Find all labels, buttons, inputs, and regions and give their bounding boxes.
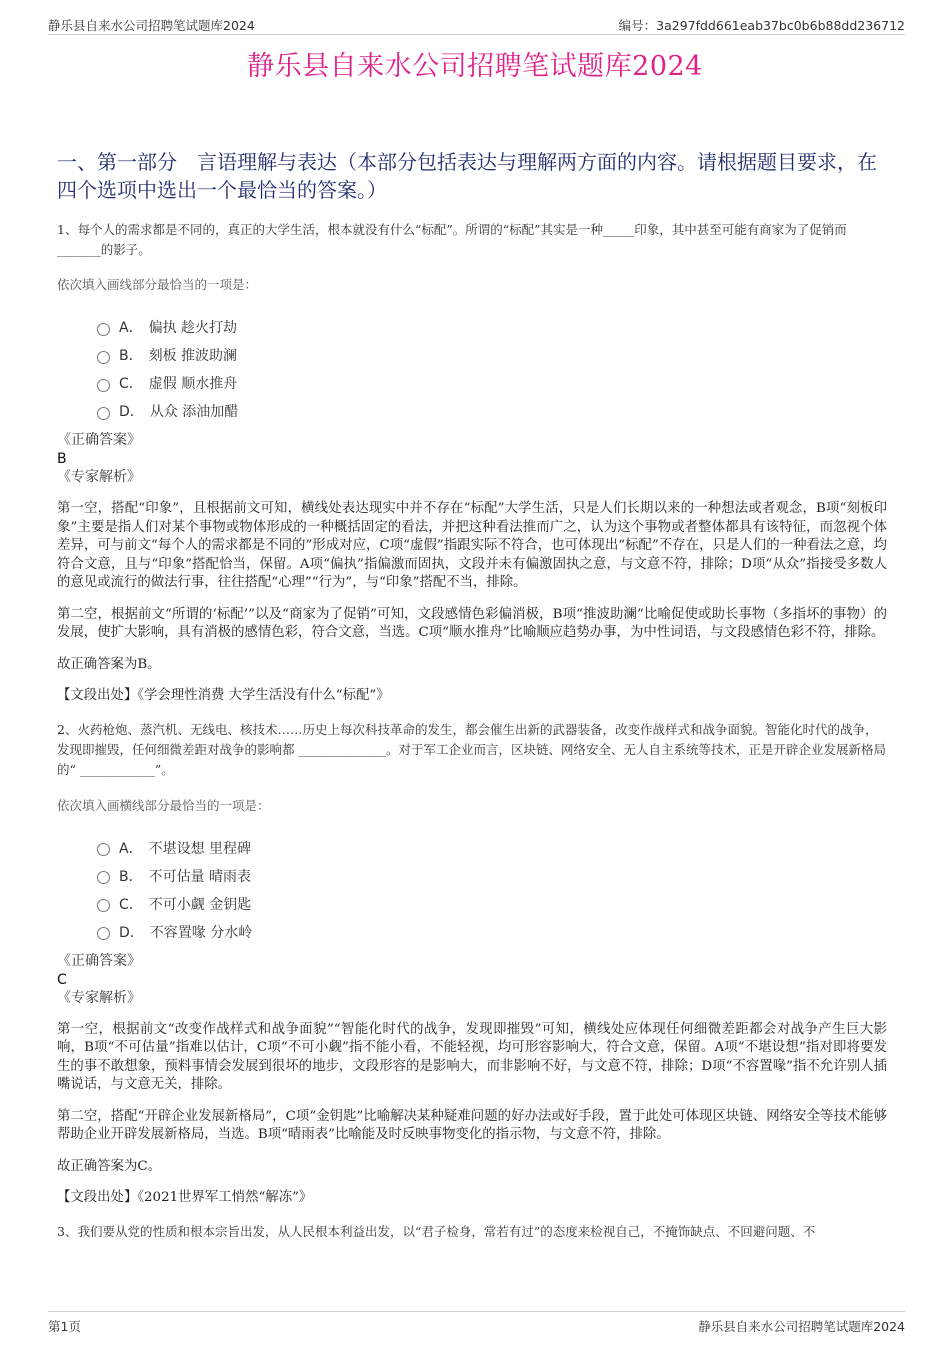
question-2-option-c[interactable]: C． 不可小觑 金钥匙 (97, 890, 887, 918)
question-1-analysis-p2: 第二空，根据前文“所谓的‘标配’”以及“商家为了促销”可知，文段感情色彩偏消极，B项“推波助澜”比喻促使或助长事物（多指坏的事物）的发展，使扩大影响，具有消极的感情色彩，符合文意，当选。C项“顺水推舟”比喻顺应趋势办事，为中性词语，与文段感情色彩不符，排除。 (57, 606, 887, 640)
question-1-prompt: 依次填入画线部分最恰当的一项是： (57, 277, 258, 292)
question-content (57, 220, 887, 1242)
footer-doc-title: 静乐县自来水公司招聘笔试题库2024 (698, 1319, 905, 1334)
question-2-option-a[interactable]: A． 不堪设想 里程碑 (97, 834, 887, 862)
question-2-option-b[interactable]: B． 不可估量 晴雨表 (97, 862, 887, 890)
radio-icon[interactable] (97, 927, 110, 940)
question-1-stem: 1、每个人的需求都是不同的，真正的大学生活，根本就没有什么“标配”。所谓的“标配”其实是一种_____印象，其中甚至可能有商家为了促销而_______的影子。 (57, 222, 847, 257)
question-2-answer: C (57, 971, 67, 988)
section-heading: 一、第一部分 言语理解与表达（本部分包括表达与理解两方面的内容。请根据题目要求，在四个选项中选出一个最恰当的答案。） (57, 150, 877, 202)
question-2-options (57, 834, 887, 946)
question-1-analysis-tag: 《专家解析》 (57, 469, 141, 485)
radio-icon[interactable] (97, 323, 110, 336)
question-1-options (57, 313, 887, 425)
question-1-conclusion: 故正确答案为B。 (57, 656, 161, 672)
radio-icon[interactable] (97, 899, 110, 912)
question-2-stem: 2、火药枪炮、蒸汽机、无线电、核技术……历史上每次科技革命的发生，都会催生出新的武器装备，改变作战样式和战争面貌。智能化时代的战争，发现即摧毁，任何细微差距对战争的影响都 ______________。对于军工企业而言，区块链、网络安全、无人自主系统等技术，正是开辟企业发展新格局的“ ____________”。 (57, 721, 886, 777)
question-2-prompt: 依次填入画横线部分最恰当的一项是： (57, 797, 270, 813)
page-title: 静乐县自来水公司招聘笔试题库2024 (247, 51, 703, 82)
radio-icon[interactable] (97, 871, 110, 884)
question-1-option-b[interactable]: B． 刻板 推波助澜 (97, 341, 887, 369)
question-2-conclusion: 故正确答案为C。 (57, 1158, 161, 1174)
question-3-stem: 3、我们要从党的性质和根本宗旨出发，从人民根本利益出发，以“君子检身，常若有过”的态度来检视自己，不掩饰缺点、不回避问题、不 (57, 1223, 816, 1239)
page-header (48, 14, 905, 35)
question-2-answer-tag: 《正确答案》 (57, 952, 141, 969)
question-1-answer: B (57, 451, 67, 467)
radio-icon[interactable] (97, 379, 110, 392)
question-1-option-d[interactable]: D． 从众 添油加醋 (97, 397, 887, 425)
question-2-analysis-p1: 第一空，根据前文“改变作战样式和战争面貌”“智能化时代的战争，发现即摧毁”可知，横线处应体现任何细微差距都会对战争产生巨大影响，B项“不可估量”指难以估计，C项“不可小觑”指不能小看，不能轻视，均可形容影响大，符合文意，保留。A项“不堪设想”指对即将要发生的事不敢想象，预料事情会发展到很坏的地步，文段形容的是影响大，而非影响不好，与文意不符，排除；D项“不容置喙”指不允许别人插嘴说话，与文意无关，排除。 (57, 1021, 887, 1092)
question-1-option-a[interactable]: A． 偏执 趁火打劫 (97, 313, 887, 341)
page-footer (48, 1311, 905, 1336)
page-number: 第1页 (48, 1319, 81, 1334)
radio-icon[interactable] (97, 351, 110, 364)
radio-icon[interactable] (97, 407, 110, 420)
question-2-analysis-tag: 《专家解析》 (57, 989, 141, 1006)
question-1-answer-tag: 《正确答案》 (57, 432, 141, 448)
header-doc-id: 编号：3a297fdd661eab37bc0b6b88dd236712 (618, 18, 905, 33)
question-2-analysis-p2: 第二空，搭配“开辟企业发展新格局”，C项“金钥匙”比喻解决某种疑难问题的好办法或好手段，置于此处可体现区块链、网络安全等技术能够帮助企业开辟发展新格局，当选。B项“晴雨表”比喻能及时反映事物变化的指示物，与文意不符，排除。 (57, 1108, 887, 1142)
question-2-source: 【文段出处】《2021世界军工悄然“解冻”》 (57, 1190, 313, 1205)
radio-icon[interactable] (97, 843, 110, 856)
header-doc-title: 静乐县自来水公司招聘笔试题库2024 (48, 18, 255, 33)
question-1-analysis-p1: 第一空，搭配“印象”，且根据前文可知，横线处表达现实中并不存在“标配”大学生活，只是人们长期以来的一种想法或者观念，B项“刻板印象”主要是指人们对某个事物或物体形成的一种概括固定的看法，并把这种看法推而广之，认为这个事物或者整体都具有该特征，而忽视个体差异，可与前文“每个人的需求都是不同的”形成对应，C项“虚假”指跟实际不符合，也可体现出“标配”不存在，只是人们的一种看法之意，均符合文意，且与“印象”搭配恰当，保留。A项“偏执”指偏激而固执，文段并未有偏激固执之意，与文意不符，排除；D项“从众”指接受多数人的意见或流行的做法行事，往往搭配“心理”“行为”，与“印象”搭配不当，排除。 (57, 501, 887, 590)
question-1-source: 【文段出处】《学会理性消费 大学生活没有什么“标配”》 (57, 688, 390, 703)
question-1-option-c[interactable]: C． 虚假 顺水推舟 (97, 369, 887, 397)
question-2-option-d[interactable]: D． 不容置喙 分水岭 (97, 918, 887, 946)
